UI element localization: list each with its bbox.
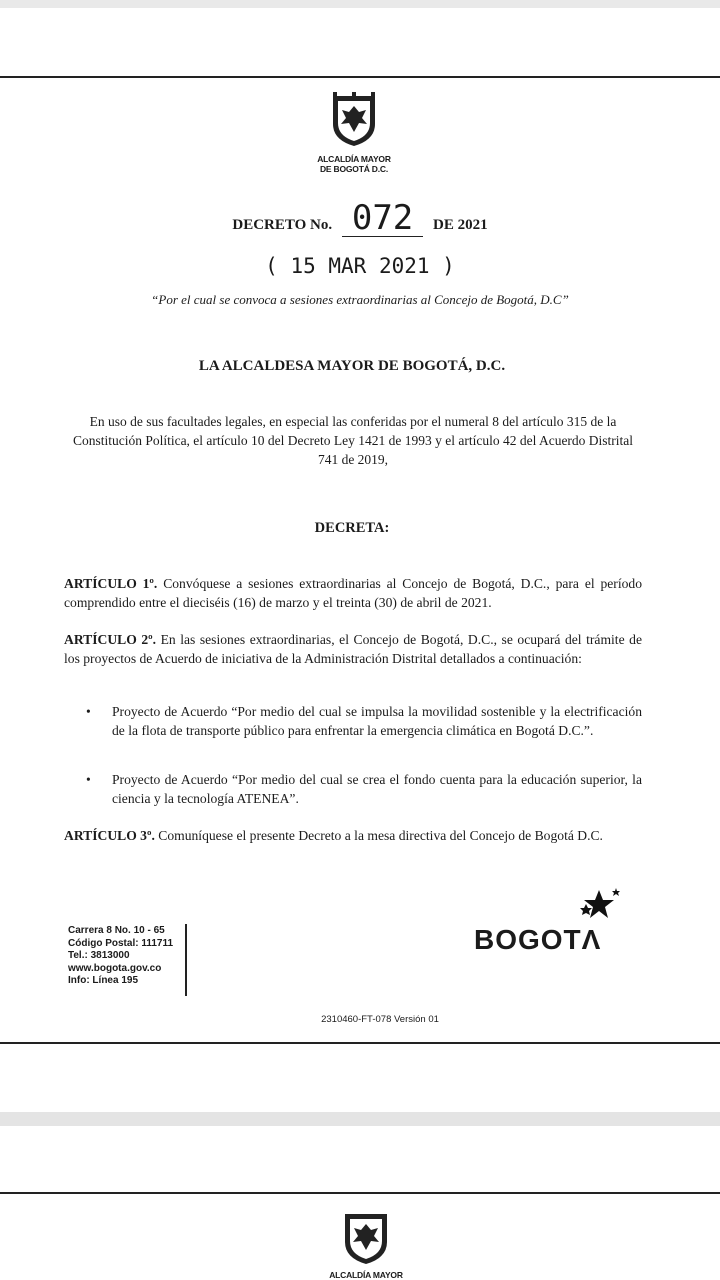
decree-number: 072: [342, 200, 423, 237]
decree-year: DE 2021: [433, 217, 488, 233]
projects-list-2: [86, 770, 642, 808]
bullet-icon: •: [86, 772, 91, 787]
bullet-icon: •: [86, 704, 91, 719]
decree-subtitle: “Por el cual se convoca a sesiones extraordinarias al Concejo de Bogotá, D.C”: [151, 292, 569, 307]
list-item: [86, 770, 642, 808]
article-3: [64, 826, 642, 845]
bogota-logo-text: BOGOTΛ: [474, 924, 602, 955]
project-2-text: Proyecto de Acuerdo “Por medio del cual se crea el fondo cuenta para la educación superior, la ciencia y la tecnología ATENEA”.: [112, 772, 642, 806]
footer-phone: Tel.: 3813000: [68, 950, 130, 961]
footer-divider: [185, 924, 187, 996]
footer-address: Carrera 8 No. 10 - 65: [68, 925, 165, 936]
entity-name: [290, 154, 418, 174]
bogota-coat-of-arms-icon: [329, 92, 379, 153]
footer-postal: Código Postal: 111711: [68, 937, 174, 949]
decreta-heading: DECRETA:: [314, 520, 390, 536]
footer-web: www.bogota.gov.co: [68, 962, 162, 974]
page-2-coat-of-arms-icon: [341, 1210, 391, 1271]
list-item: [86, 702, 642, 740]
form-code: 2310460-FT-078 Versión 01: [321, 1014, 439, 1025]
footer-contact: [68, 925, 173, 988]
article-3-text: Comuníquese el presente Decreto a la mesa directiva del Concejo de Bogotá D.C.: [158, 828, 603, 843]
top-strip: [0, 0, 720, 8]
bogota-logo: [474, 886, 634, 966]
issuer-heading: LA ALCALDESA MAYOR DE BOGOTÁ, D.C.: [198, 358, 506, 374]
entity-line-1: ALCALDÍA MAYOR: [317, 154, 391, 164]
article-2-text: En las sesiones extraordinarias, el Concejo de Bogotá, D.C., se ocupará del trámite de los proyectos de Acuerdo de iniciativa de la Administración Distrital detallados a continuación:: [64, 632, 642, 666]
projects-list: [86, 702, 642, 740]
footer-info-line: Info: Línea 195: [68, 975, 139, 986]
page-2-top-border: [0, 1192, 720, 1194]
article-1: [64, 574, 642, 612]
legal-basis-paragraph: En uso de sus facultades legales, en especial las conferidas por el numeral 8 del artículo 315 de la Constitución Política, el artículo 10 del Decreto Ley 1421 de 1993 y el artículo 42 del Acuerdo Distrital 741 de 2019,: [72, 414, 634, 467]
page-2-entity-name: ALCALDÍA MAYOR: [329, 1270, 403, 1280]
entity-line-2: DE BOGOTÁ D.C.: [319, 164, 389, 174]
decree-date-stamp: ( 15 MAR 2021 ): [265, 254, 455, 278]
decree-label: DECRETO No.: [232, 217, 333, 233]
article-1-text: Convóquese a sesiones extraordinarias al Concejo de Bogotá, D.C., para el período comprendido entre el dieciséis (16) de marzo y el treinta (30) de abril de 2021.: [64, 576, 642, 610]
project-1-text: Proyecto de Acuerdo “Por medio del cual se impulsa la movilidad sostenible y la electrificación de la flota de transporte público para enfrentar la emergencia climática en Bogotá D.C.”.: [112, 704, 642, 738]
article-3-title: ARTÍCULO 3º.: [64, 828, 155, 843]
article-2-title: ARTÍCULO 2º.: [64, 632, 157, 647]
decree-heading: [0, 200, 720, 237]
article-2: [64, 630, 642, 668]
article-1-title: ARTÍCULO 1º.: [64, 576, 158, 591]
page-gap: [0, 1112, 720, 1126]
